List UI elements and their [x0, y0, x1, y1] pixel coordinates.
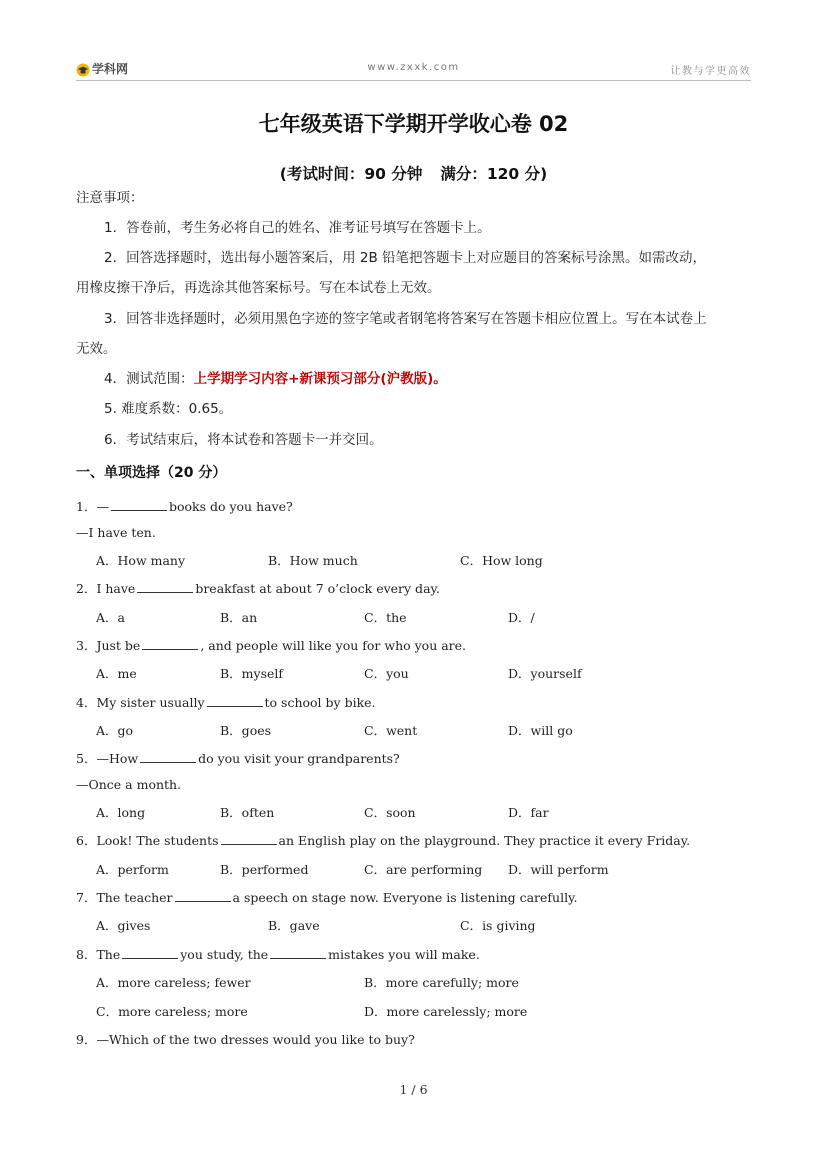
page-header: [76, 58, 751, 81]
q5-stem-start: 5．—How: [76, 751, 139, 766]
q3-option-b[interactable]: B．myself: [220, 666, 284, 681]
q1-option-b[interactable]: B．How much: [268, 553, 358, 568]
answer-blank: [111, 499, 167, 511]
q4-option-b[interactable]: B．goes: [220, 723, 272, 738]
q8-stem-end: mistakes you will make.: [328, 947, 480, 962]
q5-response: —Once a month.: [76, 777, 182, 792]
section-heading: 一、单项选择（20 分）: [76, 465, 227, 481]
q7-option-c[interactable]: C．is giving: [460, 918, 536, 933]
q1-response: —I have ten.: [76, 525, 156, 540]
page-title: 七年级英语下学期开学收心卷 02: [258, 112, 569, 136]
note-5: 5. 难度系数：0.65。: [104, 401, 233, 417]
question-2: [76, 579, 440, 597]
q4-option-c[interactable]: C．went: [364, 723, 418, 738]
note-3-line-1: 3．回答非选择题时，必须用黑色字迹的签字笔或者钢笔将答案写在答题卡相应位置上。写在本试卷上: [104, 311, 707, 327]
q7-option-b[interactable]: B．gave: [268, 918, 320, 933]
note-4: [104, 367, 447, 387]
q5-option-c[interactable]: C．soon: [364, 805, 416, 820]
q3-option-d[interactable]: D．yourself: [508, 666, 582, 681]
answer-blank: [140, 751, 196, 763]
answer-blank: [122, 947, 178, 959]
q4-option-a[interactable]: A．go: [96, 723, 134, 738]
question-1: [76, 497, 293, 515]
q3-stem-end: , and people will like you for who you are.: [200, 638, 467, 653]
header-url[interactable]: www.zxxk.com: [367, 62, 460, 73]
q2-option-a[interactable]: A．a: [96, 610, 125, 625]
logo-text: 学科网: [92, 62, 129, 76]
q1-option-a[interactable]: A．How many: [96, 553, 186, 568]
answer-blank: [221, 833, 277, 845]
exam-score: 满分：120 分): [440, 165, 548, 183]
question-9: 9．—Which of the two dresses would you like to buy?: [76, 1032, 415, 1047]
answer-blank: [137, 581, 193, 593]
note-4-prefix: 4．测试范围：: [104, 371, 194, 387]
q4-stem-start: 4．My sister usually: [76, 695, 205, 710]
question-6: [76, 831, 690, 849]
question-7: [76, 888, 577, 906]
question-8: [76, 945, 480, 963]
note-3-line-2: 无效。: [76, 341, 117, 357]
q7-option-a[interactable]: A．gives: [96, 918, 151, 933]
page-number: 1 / 6: [399, 1082, 428, 1097]
q4-stem-end: to school by bike.: [264, 695, 376, 710]
notes-heading: 注意事项：: [76, 190, 144, 206]
test-range: 上学期学习内容+新课预习部分(沪教版)。: [193, 371, 447, 387]
q6-option-d[interactable]: D．will perform: [508, 862, 609, 877]
q2-stem-start: 2．I have: [76, 581, 136, 596]
question-3: [76, 636, 466, 654]
q6-stem-end: an English play on the playground. They practice it every Friday.: [278, 833, 691, 848]
q6-option-c[interactable]: C．are performing: [364, 862, 483, 877]
q6-option-a[interactable]: A．perform: [96, 862, 169, 877]
question-4: [76, 693, 376, 711]
answer-blank: [142, 638, 198, 650]
q5-option-d[interactable]: D．far: [508, 805, 549, 820]
q1-stem-end: books do you have?: [168, 499, 293, 514]
q2-option-b[interactable]: B．an: [220, 610, 258, 625]
q4-option-d[interactable]: D．will go: [508, 723, 573, 738]
q8-stem-start: 8．The: [76, 947, 121, 962]
answer-blank: [207, 695, 263, 707]
header-slogan: 让教与学更高效: [670, 66, 751, 77]
q8-option-c[interactable]: C．more careless; more: [96, 1004, 248, 1019]
exam-time: (考试时间：90 分钟: [279, 165, 423, 183]
q5-option-b[interactable]: B．often: [220, 805, 275, 820]
q2-option-c[interactable]: C．the: [364, 610, 407, 625]
q3-option-a[interactable]: A．me: [96, 666, 137, 681]
q1-option-c[interactable]: C．How long: [460, 553, 543, 568]
answer-blank: [270, 947, 326, 959]
q2-stem-end: breakfast at about 7 o’clock every day.: [195, 581, 440, 596]
q7-stem-start: 7．The teacher: [76, 890, 173, 905]
question-5: [76, 749, 400, 767]
q8-option-d[interactable]: D．more carelessly; more: [364, 1004, 528, 1019]
q8-option-b[interactable]: B．more carefully; more: [364, 975, 519, 990]
note-1: 1．答卷前，考生务必将自己的姓名、准考证号填写在答题卡上。: [104, 220, 491, 236]
q6-stem-start: 6．Look! The students: [76, 833, 219, 848]
note-6: 6．考试结束后，将本试卷和答题卡一并交回。: [104, 432, 383, 448]
q7-stem-end: a speech on stage now. Everyone is listening carefully.: [232, 890, 578, 905]
q2-option-d[interactable]: D．/: [508, 610, 535, 625]
q8-stem-middle: you study, the: [180, 947, 269, 962]
q5-option-a[interactable]: A．long: [96, 805, 146, 820]
q1-stem-start: 1．—: [76, 499, 109, 514]
exam-subtitle: [0, 162, 827, 184]
q3-option-c[interactable]: C．you: [364, 666, 409, 681]
answer-blank: [175, 890, 231, 902]
q8-option-a[interactable]: A．more careless; fewer: [96, 975, 251, 990]
q5-stem-end: do you visit your grandparents?: [198, 751, 400, 766]
q6-option-b[interactable]: B．performed: [220, 862, 309, 877]
note-2-line-2: 用橡皮擦干净后，再选涂其他答案标号。写在本试卷上无效。: [76, 280, 441, 296]
q3-stem-start: 3．Just be: [76, 638, 141, 653]
note-2-line-1: 2．回答选择题时，选出每小题答案后，用 2B 铅笔把答题卡上对应题目的答案标号涂黑。如需改动，: [104, 250, 707, 266]
